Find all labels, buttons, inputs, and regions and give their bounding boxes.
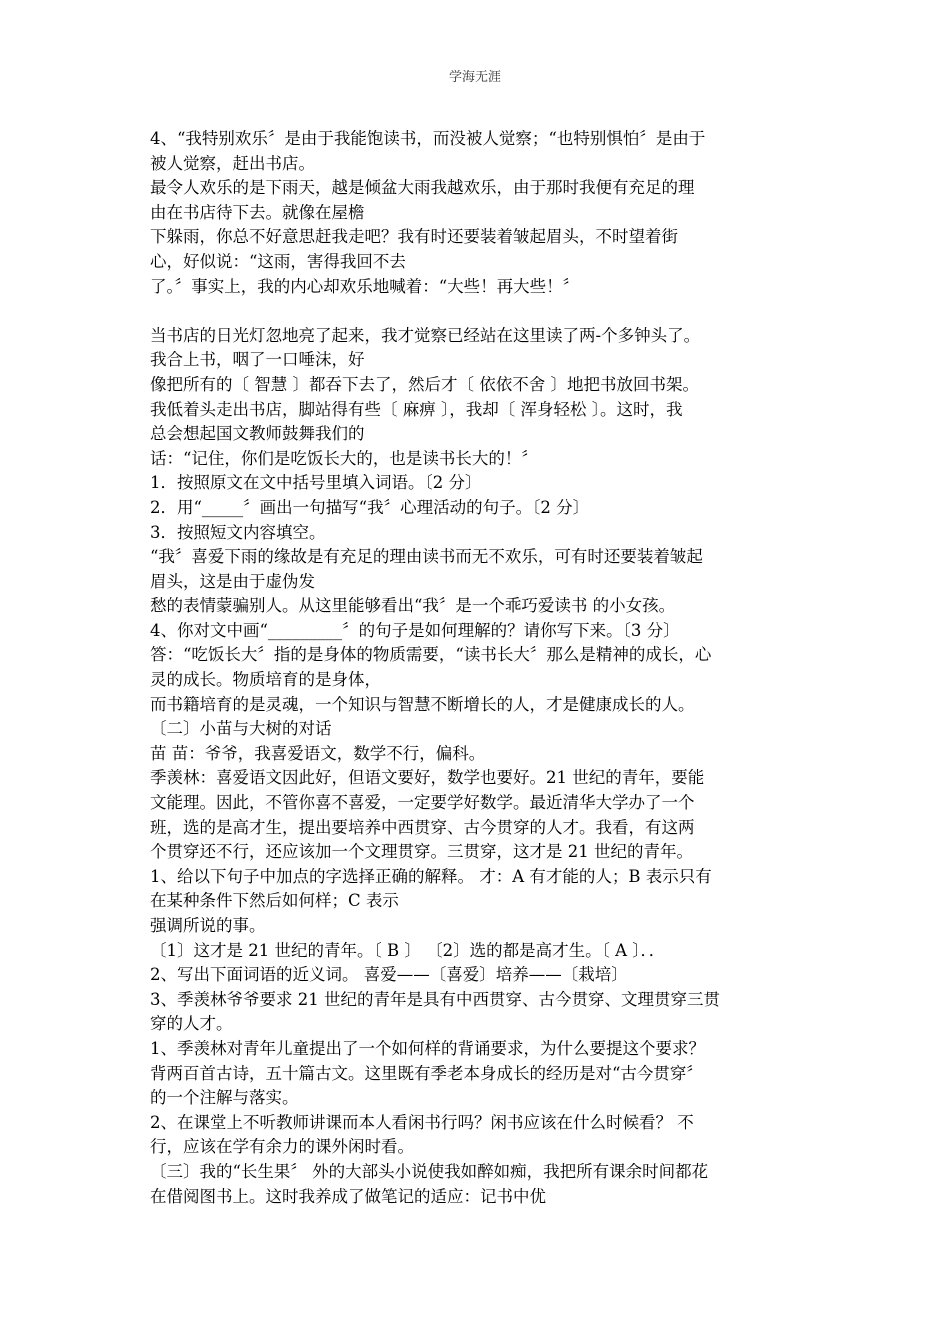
text-line: 〔二〕小苗与大树的对话: [150, 719, 332, 739]
text-line: 4、你对文中画“_________〞的句子是如何理解的？请你写下来。〔3 分〕: [150, 620, 680, 640]
text-line: 季羡林：喜爱语文因此好，但语文要好，数学也要好。21 世纪的青年，要能: [150, 768, 705, 788]
text-line: 行，应该在学有余力的课外闲时看。: [150, 1137, 414, 1157]
blank-line: [150, 299, 802, 324]
text-line: 愁的表情蒙骗别人。从这里能够看出“我〞是一个乖巧爱读书 的小女孩。: [150, 596, 676, 616]
text-line: 了。〞事实上，我的内心却欢乐地喊着：“大些！再大些！〞: [150, 276, 580, 296]
text-line: 心，好似说：“这雨，害得我回不去: [150, 251, 406, 271]
text-line: 话：“记住，你们是吃饭长大的，也是读书长大的！〞: [150, 448, 538, 468]
text-line: 〔三〕我的“长生果〞 外的大部头小说使我如醉如痴，我把所有课余时间都花: [150, 1161, 709, 1181]
text-line: 2、在课堂上不听教师讲课而本人看闲书行吗？闲书应该在什么时候看？ 不: [150, 1112, 694, 1132]
text-line: 被人觉察，赶出书店。: [150, 153, 315, 173]
text-line: 下躲雨，你总不好意思赶我走吧？我有时还要装着皱起眉头，不时望着街: [150, 227, 678, 247]
text-line: 苗 苗：爷爷，我喜爱语文，数学不行，偏科。: [150, 743, 486, 763]
text-line: 灵的成长。物质培育的是身体，: [150, 670, 381, 690]
text-line: 文能理。因此，不管你喜不喜爱，一定要学好数学。最近清华大学办了一个: [150, 793, 695, 813]
text-line: 我合上书，咽了一口唾沫，好: [150, 350, 365, 370]
text-line: 像把所有的〔 智慧 〕都吞下去了，然后才〔 依依不舍 〕地把书放回书架。: [150, 374, 699, 394]
text-line: 1．按照原文在文中括号里填入词语。〔2 分〕: [150, 473, 482, 493]
text-line: 答：“吃饭长大〞指的是身体的物质需要，“读书长大〞那么是精神的成长，心: [150, 645, 712, 665]
text-line: 眉头，这是由于虚伪发: [150, 571, 315, 591]
text-line: 总会想起国文教师鼓舞我们的: [150, 424, 365, 444]
text-line: 1、季羡林对青年儿童提出了一个如何样的背诵要求，为什么要提这个要求？: [150, 1038, 705, 1058]
text-line: 4、“我特别欢乐〞是由于我能饱读书，而没被人觉察；“也特别惧怕〞是由于: [150, 129, 706, 148]
text-line: 1、给以下句子中加点的字选择正确的解释。 才：A 有才能的人；B 表示只有: [150, 866, 712, 886]
text-line: 由在书店待下去。就像在屋檐: [150, 202, 365, 222]
text-line: 在某种条件下然后如何样；C 表示: [150, 891, 399, 911]
text-line: 个贯穿还不行，还应该加一个文理贯穿。三贯穿，这才是 21 世纪的青年。: [150, 842, 693, 862]
text-line: 当书店的日光灯忽地亮了起来，我才觉察已经站在这里读了两-个多钟头了。: [150, 325, 701, 345]
text-line: 最令人欢乐的是下雨天，越是倾盆大雨我越欢乐，由于那时我便有充足的理: [150, 178, 695, 198]
text-line: 而书籍培育的是灵魂，一个知识与智慧不断增长的人，才是健康成长的人。: [150, 694, 695, 714]
text-line: 2．用“_____〞画出一句描写“我〞心理活动的句子。〔2 分〕: [150, 497, 590, 517]
text-line: “我〞喜爱下雨的缘故是有充足的理由读书而无不欢乐，可有时还要装着皱起: [150, 547, 703, 567]
text-line: 2、写出下面词语的近义词。 喜爱——〔喜爱〕培养——〔栽培〕: [150, 965, 628, 985]
text-line: 3．按照短文内容填空。: [150, 522, 326, 542]
text-line: 〔1〕这才是 21 世纪的青年。〔 B 〕 〔2〕选的都是高才生。〔 A 〕．．: [150, 940, 666, 960]
text-line: 班，选的是高才生，提出要培养中西贯穿、古今贯穿的人才。我看，有这两: [150, 817, 695, 837]
text-line: 的一个注解与落实。: [150, 1088, 299, 1108]
text-line: 背两百首古诗，五十篇古文。这里既有季老本身成长的经历是对“古今贯穿〞: [150, 1063, 703, 1083]
text-line: 穿的人才。: [150, 1014, 233, 1034]
text-line: 强调所说的事。: [150, 916, 266, 935]
document-body: [150, 127, 802, 1209]
text-line: 3、季羡林爷爷要求 21 世纪的青年是具有中西贯穿、古今贯穿、文理贯穿三贯: [150, 989, 720, 1009]
text-line: 我低着头走出书店，脚站得有些〔 麻痹 〕，我却〔 浑身轻松 〕。这时，我: [150, 399, 683, 419]
page-header: 学海无涯: [448, 70, 501, 85]
text-line: 在借阅图书上。这时我养成了做笔记的适应：记书中优: [150, 1186, 546, 1206]
